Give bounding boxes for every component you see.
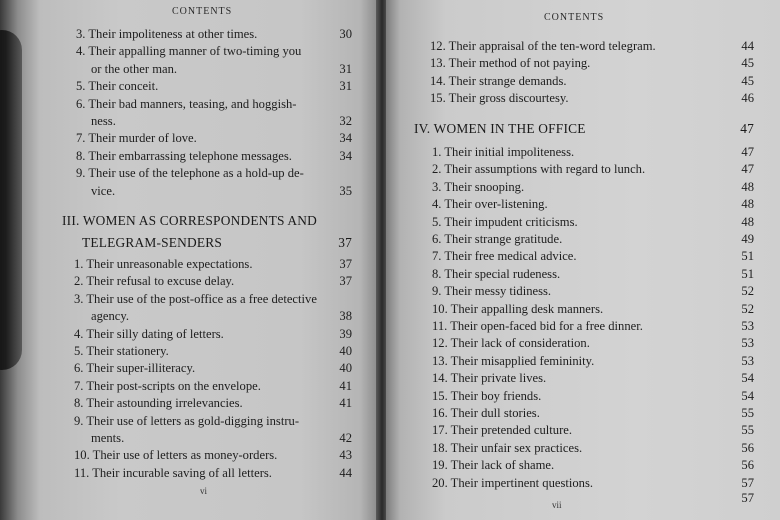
toc-entry-page: 41 [339, 378, 352, 393]
toc-entry-page: 49 [741, 232, 754, 246]
toc-entry-text: 6. Their super-illiteracy. [74, 361, 196, 376]
toc-entry [432, 283, 754, 300]
toc-entry-continuation [91, 183, 352, 200]
toc-entry [74, 447, 352, 464]
toc-entry-text: 5. Their impudent criticisms. [432, 214, 578, 229]
toc-entry-page: 32 [339, 114, 352, 128]
toc-entry [74, 273, 352, 290]
toc-entry-text: 13. Their misapplied femininity. [432, 353, 595, 368]
toc-entry-page: 54 [741, 388, 754, 403]
toc-entry-text: 11. Their open-faced bid for a free dinner. [432, 319, 643, 333]
toc-entry [76, 165, 352, 182]
toc-entry-page: 38 [339, 309, 352, 324]
toc-entry-text: 5. Their conceit. [76, 79, 159, 94]
toc-entry [432, 353, 754, 370]
toc-entry-page: 53 [741, 336, 754, 351]
toc-entry [432, 231, 754, 248]
toc-entry-page: 37 [339, 257, 352, 271]
toc-entry-text: 1. Their unreasonable expectations. [74, 257, 253, 271]
toc-entry-page: 55 [741, 423, 754, 438]
toc-entry-continuation [91, 113, 352, 130]
right-page [386, 0, 780, 520]
toc-entry-text: 13. Their method of not paying. [430, 56, 591, 71]
toc-entry-text: 3. Their use of the post-office as a free detective [74, 291, 317, 306]
toc-entry-page: 44 [741, 39, 754, 53]
running-head-left: CONTENTS [172, 6, 233, 17]
toc-entry [74, 395, 352, 412]
toc-entry [76, 43, 352, 60]
toc-entry-text: 4. Their silly dating of letters. [74, 326, 224, 341]
toc-entry-page: 56 [741, 440, 754, 455]
toc-entry-text: 9. Their messy tidiness. [432, 284, 552, 299]
toc-entry-text: 16. Their dull stories. [432, 406, 540, 420]
toc-entry [432, 161, 754, 178]
toc-entry [76, 148, 352, 165]
toc-entry [432, 370, 754, 387]
toc-entry [432, 179, 754, 196]
toc-entry-text: 3. Their snooping. [432, 179, 525, 194]
toc-entry-page: 51 [741, 266, 754, 281]
toc-entry [430, 38, 754, 55]
toc-entry [432, 318, 754, 335]
toc-entry-text: 12. Their appraisal of the ten-word telegram. [430, 39, 656, 53]
toc-entry [432, 475, 754, 492]
running-head-right: CONTENTS [544, 12, 605, 23]
toc-entry-page: 48 [741, 197, 754, 212]
toc-entry-text: vice. [91, 183, 116, 198]
section-heading-iv-page: 47 [740, 121, 754, 136]
toc-entry-text: agency. [91, 309, 129, 324]
section-heading-iv-title: IV. WOMEN IN THE OFFICE [414, 121, 586, 136]
toc-entry-page: 44 [339, 465, 352, 480]
toc-entry-text: 3. Their impoliteness at other times. [76, 27, 258, 41]
trailing-page-number: 57 [741, 491, 754, 505]
toc-entry-text: 9. Their use of the telephone as a hold-up de- [76, 166, 304, 181]
toc-entry [432, 301, 754, 318]
section-heading-iii-page: 37 [338, 235, 352, 250]
toc-entry-text: 10. Their appalling desk manners. [432, 301, 604, 316]
toc-entry-text: ness. [91, 114, 116, 128]
toc-entry [74, 256, 352, 273]
toc-entry-page: 35 [339, 183, 352, 198]
toc-entry [432, 248, 754, 265]
toc-entry-text: 7. Their post-scripts on the envelope. [74, 378, 261, 393]
toc-entry [432, 422, 754, 439]
toc-entry-continuation [91, 430, 352, 447]
toc-entry-page: 56 [741, 458, 754, 473]
toc-entry [74, 360, 352, 377]
toc-entry-page: 52 [741, 301, 754, 316]
toc-entry-text: ments. [91, 431, 125, 445]
toc-entry-text: 5. Their stationery. [74, 344, 169, 358]
toc-entry [430, 90, 754, 107]
toc-entry-page: 45 [741, 73, 754, 88]
toc-entry [432, 388, 754, 405]
toc-entry-text: or the other man. [91, 61, 178, 76]
toc-entry-text: 15. Their boy friends. [432, 388, 542, 403]
toc-entry-text: 17. Their pretended culture. [432, 423, 572, 438]
toc-entry [432, 457, 754, 474]
toc-entry [76, 26, 352, 43]
left-page [0, 0, 378, 520]
toc-entry-page: 31 [339, 61, 352, 76]
section-heading-iii [62, 212, 358, 229]
toc-entry [74, 413, 352, 430]
toc-entry-page: 54 [741, 371, 754, 386]
toc-entry-text: 12. Their lack of consideration. [432, 336, 590, 351]
toc-entry-text: 8. Their special rudeness. [432, 266, 561, 281]
toc-entry-text: 11. Their incurable saving of all letters. [74, 465, 272, 480]
toc-entry-text: 14. Their private lives. [432, 371, 547, 386]
toc-entry-page: 47 [741, 145, 754, 159]
toc-entry [432, 214, 754, 231]
toc-entry-text: 18. Their unfair sex practices. [432, 440, 583, 455]
toc-entry-page: 52 [741, 284, 754, 299]
toc-entry [74, 343, 352, 360]
toc-entry-text: 2. Their assumptions with regard to lunch. [432, 162, 646, 177]
toc-entry [432, 440, 754, 457]
toc-entry [432, 144, 754, 161]
toc-entry-page: 40 [339, 361, 352, 376]
toc-entry-text: 7. Their free medical advice. [432, 249, 577, 264]
toc-entry-page: 48 [741, 179, 754, 194]
toc-entry-text: 9. Their use of letters as gold-digging instru- [74, 413, 300, 428]
folio-left: vi [200, 486, 208, 496]
toc-entry-text: 6. Their bad manners, teasing, and hoggish- [76, 96, 297, 111]
toc-entry-page: 34 [339, 131, 352, 146]
toc-entry-page: 41 [339, 396, 352, 411]
section-heading-iii-line1: III. WOMEN AS CORRESPONDENTS AND [62, 213, 318, 228]
toc-entry [430, 73, 754, 90]
toc-entry-page: 55 [741, 406, 754, 420]
section-heading-iii-line2: TELEGRAM-SENDERS [82, 235, 223, 250]
toc-entry-page: 47 [741, 162, 754, 177]
folio-right: vii [552, 500, 562, 510]
toc-entry-page: 43 [339, 448, 352, 463]
toc-entry-page: 57 [741, 475, 754, 490]
toc-entry-text: 6. Their strange gratitude. [432, 232, 563, 246]
toc-entry [74, 378, 352, 395]
toc-entry-text: 8. Their astounding irrelevancies. [74, 396, 243, 411]
toc-entry-page: 53 [741, 353, 754, 368]
toc-entry-text: 7. Their murder of love. [76, 131, 197, 146]
toc-entry-page: 42 [339, 431, 352, 445]
toc-entry-text: 10. Their use of letters as money-orders. [74, 448, 278, 463]
thumb-shadow [0, 30, 22, 370]
toc-entry-text: 19. Their lack of shame. [432, 458, 555, 473]
toc-entry-continuation [91, 308, 352, 325]
section-heading-iv [414, 120, 754, 137]
toc-entry [432, 335, 754, 352]
toc-entry [432, 266, 754, 283]
toc-entry-page: 31 [339, 79, 352, 94]
toc-entry [74, 326, 352, 343]
toc-entry [76, 78, 352, 95]
toc-entry [430, 55, 754, 72]
toc-entry [432, 405, 754, 422]
toc-entry-text: 4. Their over-listening. [432, 197, 548, 212]
toc-entry-page: 53 [741, 319, 754, 333]
toc-entry-text: 4. Their appalling manner of two-timing you [76, 44, 302, 59]
section-heading-iii-line2-row [82, 234, 352, 251]
toc-entry-page: 37 [339, 274, 352, 289]
toc-entry-page: 48 [741, 214, 754, 229]
toc-entry-continuation [91, 61, 352, 78]
toc-entry-page: 39 [339, 326, 352, 341]
toc-entry-text: 8. Their embarrassing telephone messages. [76, 148, 292, 163]
toc-entry-text: 14. Their strange demands. [430, 73, 567, 88]
toc-entry-page: 30 [339, 27, 352, 41]
toc-entry [74, 291, 352, 308]
toc-entry [432, 196, 754, 213]
toc-entry-text: 15. Their gross discourtesy. [430, 91, 569, 106]
toc-entry-page: 34 [339, 148, 352, 163]
toc-entry [74, 465, 352, 482]
toc-entry-page: 46 [741, 91, 754, 106]
toc-entry [76, 130, 352, 147]
toc-entry-text: 1. Their initial impoliteness. [432, 145, 575, 159]
toc-entry-page: 40 [339, 344, 352, 358]
toc-entry-text: 20. Their impertinent questions. [432, 475, 594, 490]
toc-entry [76, 96, 352, 113]
toc-entry-page: 51 [741, 249, 754, 264]
toc-entry-text: 2. Their refusal to excuse delay. [74, 274, 235, 289]
toc-entry-page: 45 [741, 56, 754, 71]
